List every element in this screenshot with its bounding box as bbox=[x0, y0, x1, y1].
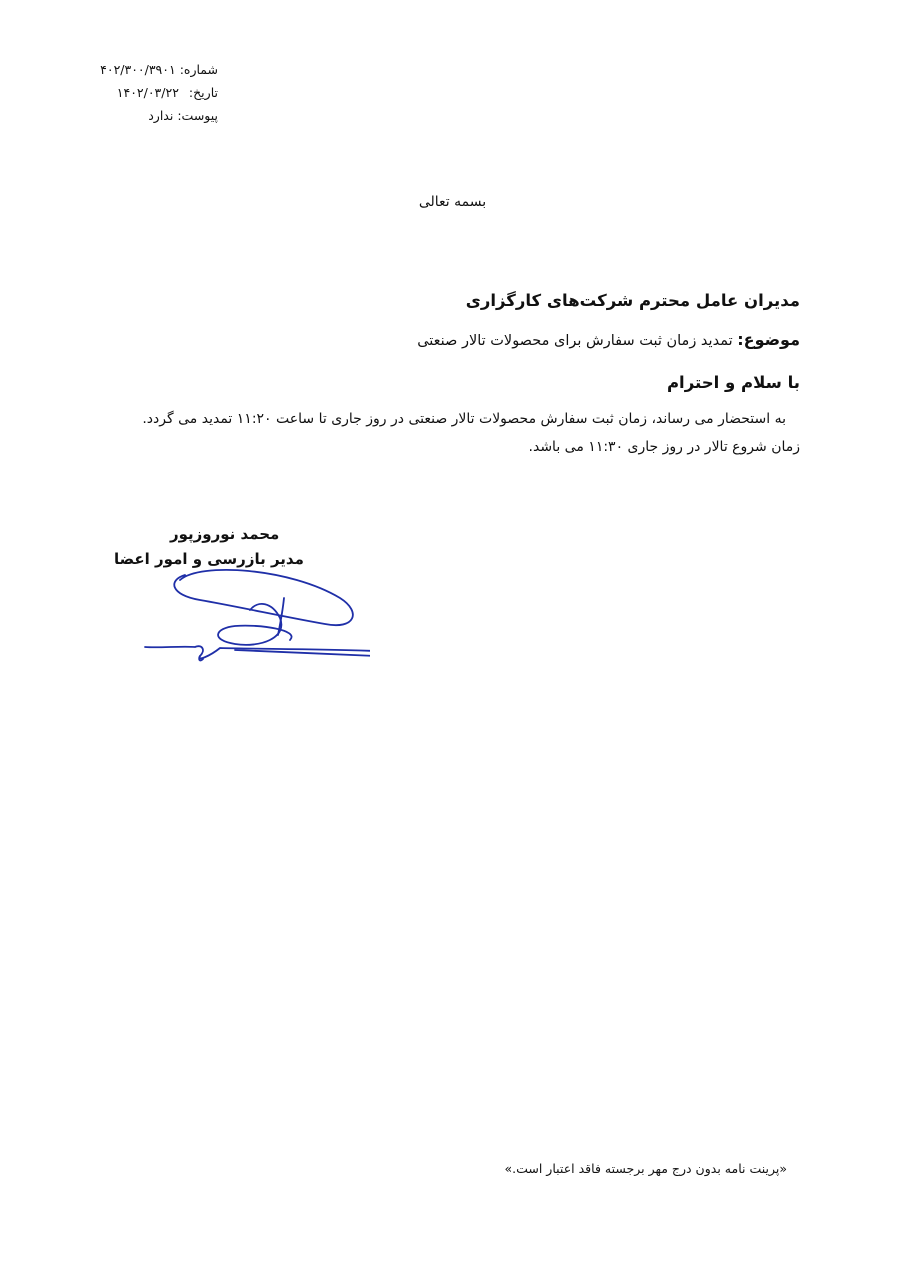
letter-date-value: ۱۴۰۲/۰۳/۲۲ bbox=[116, 85, 179, 100]
letter-attachment-label: پیوست: bbox=[177, 108, 218, 123]
signer-title: مدیر بازرسی و امور اعضا bbox=[114, 550, 304, 568]
letter-attachment-value: ندارد bbox=[148, 108, 174, 123]
letter-number-row bbox=[60, 58, 218, 81]
letter-body bbox=[90, 405, 800, 461]
handwritten-signature bbox=[140, 540, 370, 665]
letter-attachment-row bbox=[60, 104, 218, 127]
letter-date-row bbox=[60, 81, 218, 104]
letter-number-value: ۴۰۲/۳۰۰/۳۹۰۱ bbox=[100, 62, 176, 77]
recipient-line: مدیران عامل محترم شرکت‌های کارگزاری bbox=[465, 291, 800, 310]
subject-text: تمدید زمان ثبت سفارش برای محصولات تالار صنعتی bbox=[417, 333, 733, 349]
letter-meta bbox=[60, 58, 218, 127]
signature-block bbox=[110, 525, 370, 665]
body-line-1-text: به استحضار می رساند، زمان ثبت سفارش محصولات تالار صنعتی در روز جاری تا ساعت ۱۱:۲۰ تمدید می گردد. bbox=[142, 411, 786, 427]
subject-line bbox=[417, 330, 800, 349]
greeting-line: با سلام و احترام bbox=[666, 373, 800, 392]
footer-validity-note: «پرینت نامه بدون درج مهر برجسته فاقد اعتبار است.» bbox=[504, 1161, 787, 1176]
bismillah-heading: بسمه تعالی bbox=[418, 194, 487, 210]
letter-date-label: تاریخ: bbox=[188, 85, 218, 100]
subject-label: موضوع: bbox=[737, 330, 800, 349]
letter-number-label: شماره: bbox=[179, 62, 218, 77]
body-line-1 bbox=[90, 405, 800, 433]
body-line-2: زمان شروع تالار در روز جاری ۱۱:۳۰ می باشد. bbox=[528, 439, 800, 455]
signer-name: محمد نوروزپور bbox=[170, 525, 280, 543]
